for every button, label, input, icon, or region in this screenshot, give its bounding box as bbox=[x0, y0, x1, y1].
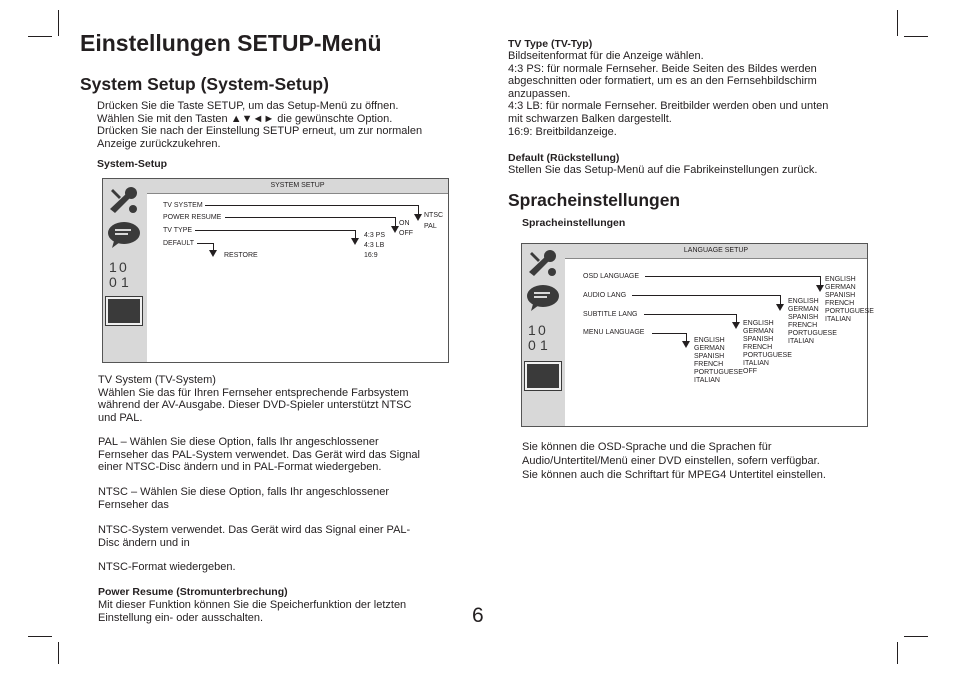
ntsc-text-3: NTSC-Format wiedergeben. bbox=[98, 561, 236, 573]
option-italian[interactable]: ITALIAN bbox=[743, 360, 769, 367]
option-italian[interactable]: ITALIAN bbox=[788, 338, 814, 345]
crop-mark bbox=[58, 10, 59, 36]
option-english[interactable]: ENGLISH bbox=[788, 298, 819, 305]
crop-mark bbox=[897, 642, 898, 664]
audio-options-list bbox=[788, 298, 837, 346]
option-german[interactable]: GERMAN bbox=[825, 284, 856, 291]
option-french[interactable]: FRENCH bbox=[825, 300, 855, 307]
option-portuguese[interactable]: PORTUGUESE bbox=[743, 352, 792, 359]
crop-mark bbox=[897, 10, 898, 36]
option-english[interactable]: ENGLISH bbox=[694, 337, 725, 344]
arrow-down-icon bbox=[414, 214, 422, 221]
tv-screen-icon bbox=[525, 362, 561, 390]
connector-line bbox=[205, 205, 418, 206]
arrow-down-icon bbox=[816, 285, 824, 292]
power-resume-text: Mit dieser Funktion können Sie die Speicherfunktion der letzten Einstellung ein- oder ausschalten. bbox=[98, 599, 407, 624]
option-german[interactable]: GERMAN bbox=[788, 306, 819, 313]
system-setup-screen bbox=[102, 178, 449, 363]
option-english[interactable]: ENGLISH bbox=[825, 276, 856, 283]
option-4-3-lb[interactable]: 4:3 LB bbox=[364, 242, 385, 249]
arrow-down-icon bbox=[682, 341, 690, 348]
wrench-icon bbox=[526, 248, 560, 278]
subtitle-options-list bbox=[743, 320, 792, 376]
option-portuguese[interactable]: PORTUGUESE bbox=[694, 369, 743, 376]
svg-text:0: 0 bbox=[109, 274, 117, 289]
option-4-3-ps[interactable]: 4:3 PS bbox=[364, 232, 386, 239]
speech-icon bbox=[106, 221, 142, 249]
pal-text: PAL – Wählen Sie diese Option, falls Ihr angeschlossener Fernseher das PAL-System verwendet. Das Gerät wird das Signal einer NTSC-Disc ändern und in PAL-Format wiedergeben. bbox=[98, 436, 420, 474]
option-french[interactable]: FRENCH bbox=[788, 322, 818, 329]
svg-text:1: 1 bbox=[121, 274, 129, 289]
menu-options-list bbox=[694, 337, 743, 385]
menu-item-osd-language[interactable]: OSD LANGUAGE bbox=[583, 273, 640, 280]
connector-line bbox=[652, 333, 686, 334]
option-german[interactable]: GERMAN bbox=[743, 328, 774, 335]
option-portuguese[interactable]: PORTUGUESE bbox=[788, 330, 837, 337]
option-on[interactable]: ON bbox=[399, 220, 410, 227]
digits-icon bbox=[107, 259, 141, 289]
svg-text:0: 0 bbox=[119, 259, 127, 275]
option-french[interactable]: FRENCH bbox=[694, 361, 724, 368]
crop-mark bbox=[28, 636, 52, 637]
connector-line bbox=[644, 314, 736, 315]
svg-text:0: 0 bbox=[528, 337, 536, 352]
default-text: Stellen Sie das Setup-Menü auf die Fabrikeinstellungen zurück. bbox=[508, 164, 818, 176]
tv-screen-icon bbox=[106, 297, 142, 325]
arrow-down-icon bbox=[776, 304, 784, 311]
svg-text:1: 1 bbox=[109, 259, 117, 275]
system-setup-intro: Drücken Sie die Taste SETUP, um das Setup-Menü zu öffnen. Wählen Sie mit den Tasten ▲▼◄► die gewünschte Option. Drücken Sie nach der Einstellung SETUP erneut, um zur normalen Anzeige zurückzukehren. bbox=[97, 100, 423, 150]
system-setup-heading: System Setup (System-Setup) bbox=[80, 74, 329, 94]
language-setup-screen bbox=[521, 243, 874, 427]
option-off[interactable]: OFF bbox=[743, 368, 757, 375]
page-title: Einstellungen SETUP-Menü bbox=[80, 30, 382, 56]
arrow-down-icon bbox=[732, 322, 740, 329]
option-restore[interactable]: RESTORE bbox=[224, 252, 258, 259]
option-ntsc[interactable]: NTSC bbox=[424, 212, 444, 219]
arrow-down-icon bbox=[351, 238, 359, 245]
option-portuguese[interactable]: PORTUGUESE bbox=[825, 308, 874, 315]
menu-item-menu-language[interactable]: MENU LANGUAGE bbox=[583, 329, 645, 336]
power-resume-heading: Power Resume (Stromunterbrechung) bbox=[98, 586, 288, 598]
menu-item-audio-lang[interactable]: AUDIO LANG bbox=[583, 292, 627, 299]
language-text: Sie können die OSD-Sprache und die Sprachen für Audio/Untertitel/Menü einer DVD einstellen, sofern verfügbar. Sie können auch die Schriftart für MPEG4 Untertitel einstellen. bbox=[522, 441, 826, 481]
wrench-icon bbox=[107, 185, 141, 215]
menu-item-tv-system[interactable]: TV SYSTEM bbox=[163, 202, 203, 209]
tv-system-text: TV System (TV-System) Wählen Sie das für Ihren Fernseher entsprechende Farbsystem während der AV-Ausgabe. Dieser DVD-Spieler unterstützt NTSC und PAL. bbox=[98, 374, 412, 424]
connector-line bbox=[197, 243, 213, 244]
connector-line bbox=[645, 276, 820, 277]
speech-icon bbox=[525, 284, 561, 312]
crop-mark bbox=[58, 642, 59, 664]
language-subheading: Spracheinstellungen bbox=[522, 217, 626, 229]
option-off[interactable]: OFF bbox=[399, 230, 413, 237]
option-italian[interactable]: ITALIAN bbox=[825, 316, 851, 323]
screen-title: LANGUAGE SETUP bbox=[565, 244, 867, 259]
connector-line bbox=[195, 230, 355, 231]
menu-item-power-resume[interactable]: POWER RESUME bbox=[163, 214, 222, 221]
ntsc-text-2: NTSC-System verwendet. Das Gerät wird das Signal einer PAL- Disc ändern und in bbox=[98, 524, 411, 549]
option-pal[interactable]: PAL bbox=[424, 223, 437, 230]
option-spanish[interactable]: SPANISH bbox=[694, 353, 725, 360]
connector-line bbox=[632, 295, 780, 296]
option-french[interactable]: FRENCH bbox=[743, 344, 773, 351]
menu-item-default[interactable]: DEFAULT bbox=[163, 240, 194, 247]
option-german[interactable]: GERMAN bbox=[694, 345, 725, 352]
option-spanish[interactable]: SPANISH bbox=[743, 336, 774, 343]
crop-mark bbox=[904, 36, 928, 37]
option-italian[interactable]: ITALIAN bbox=[694, 377, 720, 384]
screen-title: SYSTEM SETUP bbox=[147, 179, 448, 194]
tv-type-heading: TV Type (TV-Typ) bbox=[508, 38, 593, 50]
crop-mark bbox=[904, 636, 928, 637]
menu-item-subtitle-lang[interactable]: SUBTITLE LANG bbox=[583, 311, 638, 318]
digits-icon bbox=[526, 322, 560, 352]
svg-text:1: 1 bbox=[528, 322, 536, 338]
option-16-9[interactable]: 16:9 bbox=[364, 252, 378, 259]
connector-line bbox=[225, 217, 395, 218]
option-spanish[interactable]: SPANISH bbox=[788, 314, 819, 321]
ntsc-text-1: NTSC – Wählen Sie diese Option, falls Ihr angeschlossener Fernseher das bbox=[98, 486, 390, 511]
tv-type-text: Bildseitenformat für die Anzeige wählen. 4:3 PS: für normale Fernseher. Beide Seiten des Bildes werden abgeschnitten oder formatiert, um es an den Fernsehbildschirm anzupassen. 4:3 LB: für normale Fernseher. Breitbilder werden oben und unten mit schwarzen Balken dargestellt. 16:9: Breitbildanzeige. bbox=[508, 50, 829, 138]
menu-item-tv-type[interactable]: TV TYPE bbox=[163, 227, 193, 234]
arrow-down-icon bbox=[391, 226, 399, 233]
language-heading: Spracheinstellungen bbox=[508, 190, 681, 210]
option-spanish[interactable]: SPANISH bbox=[825, 292, 856, 299]
default-heading: Default (Rückstellung) bbox=[508, 152, 620, 164]
crop-mark bbox=[28, 36, 52, 37]
page-number: 6 bbox=[472, 604, 484, 627]
arrow-down-icon bbox=[209, 250, 217, 257]
svg-text:0: 0 bbox=[538, 322, 546, 338]
svg-text:1: 1 bbox=[540, 337, 548, 352]
system-setup-subheading: System-Setup bbox=[97, 158, 168, 170]
option-english[interactable]: ENGLISH bbox=[743, 320, 774, 327]
